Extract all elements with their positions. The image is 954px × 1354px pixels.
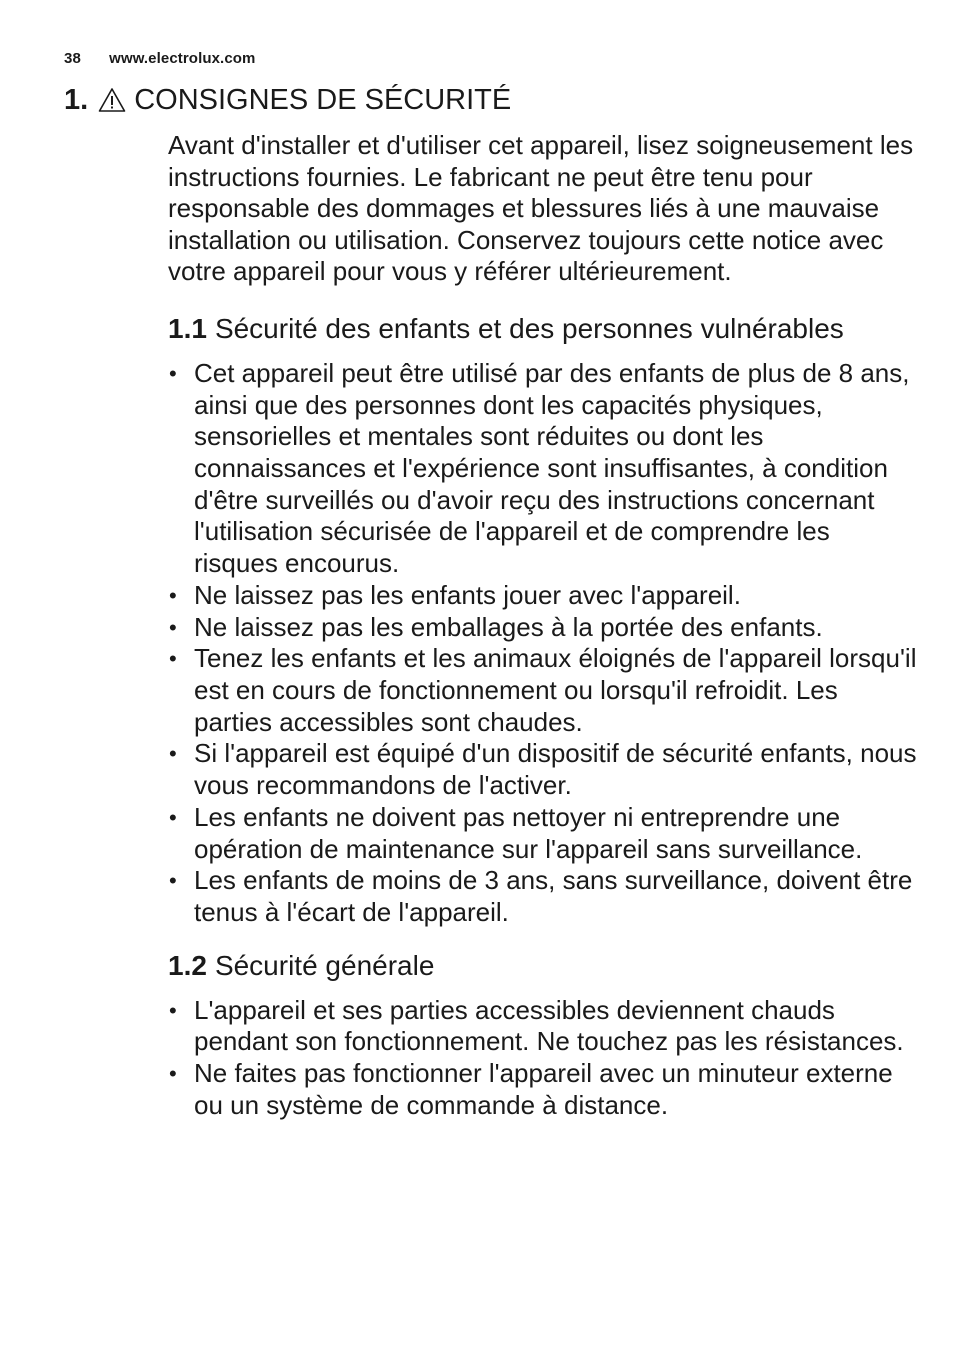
subsection-number: 1.1 [168, 312, 207, 344]
list-item [168, 580, 918, 612]
bullet-icon: • [169, 804, 177, 830]
bullet-icon: • [169, 646, 177, 672]
list-item-text: Ne laissez pas les enfants jouer avec l'appareil. [194, 579, 741, 610]
bullet-icon: • [169, 741, 177, 767]
list-item-text: Les enfants ne doivent pas nettoyer ni entreprendre une opération de maintenance sur l'appareil sans surveillance. [194, 801, 863, 864]
list-item-text: Tenez les enfants et les animaux éloignés de l'appareil lorsqu'il est en cours de fonctionnement ou lorsqu'il refroidit. Les parties accessibles sont chaudes. [194, 643, 917, 737]
subsection-title-text: Sécurité générale [214, 949, 435, 981]
bullet-icon: • [169, 582, 177, 608]
list-item-text: Ne faites pas fonctionner l'appareil avec un minuteur externe ou un système de commande à distance. [194, 1058, 893, 1120]
general-safety-list [168, 995, 918, 1122]
list-item [168, 995, 918, 1058]
main-content [168, 130, 918, 1121]
bullet-icon: • [169, 868, 177, 894]
warning-triangle-icon [98, 87, 126, 113]
bullet-icon: • [169, 614, 177, 640]
list-item [168, 865, 918, 928]
children-safety-list [168, 358, 918, 929]
subsection-title-text: Sécurité des enfants et des personnes vulnérables [214, 312, 844, 344]
list-item-text: L'appareil et ses parties accessibles deviennent chauds pendant son fonctionnement. Ne touchez pas les résistances. [194, 994, 904, 1057]
list-item-text: Cet appareil peut être utilisé par des enfants de plus de 8 ans, ainsi que des personnes dont les capacités physiques, sensorielles et mentales sont réduites ou dont les connaissances et l'expérience sont insuffisantes, à condition d'être surveillés ou d'avoir reçu des instructions concernant l'utilisation sécurisée de l'appareil et de comprendre les risques encourus. [194, 357, 910, 579]
list-item [168, 643, 918, 738]
subsection-number: 1.2 [168, 949, 207, 981]
list-item [168, 802, 918, 865]
section-number: 1. [64, 84, 89, 116]
list-item [168, 612, 918, 644]
list-item [168, 358, 918, 580]
page-number: 38 [64, 50, 81, 67]
intro-paragraph: Avant d'installer et d'utiliser cet appareil, lisez soigneusement les instructions fournies. Le fabricant ne peut être tenu pour responsable des dommages et blessures liés à une mauvaise installation ou utilisation. Conservez toujours cette notice avec votre appareil pour vous y référer ultérieurement. [168, 130, 914, 287]
website-url: www.electrolux.com [109, 50, 256, 67]
bullet-icon: • [169, 360, 177, 386]
list-item-text: Les enfants de moins de 3 ans, sans surveillance, doivent être tenus à l'écart de l'appareil. [194, 865, 913, 927]
list-item [168, 1058, 918, 1121]
subsection-title-general-safety [168, 949, 918, 983]
list-item-text: Si l'appareil est équipé d'un dispositif de sécurité enfants, nous vous recommandons de l'activer. [194, 738, 917, 801]
page-header [64, 50, 255, 67]
bullet-icon: • [169, 997, 177, 1023]
list-item [168, 738, 918, 801]
list-item-text: Ne laissez pas les emballages à la portée des enfants. [194, 611, 823, 642]
subsection-title-children-safety [168, 312, 918, 346]
section-title-text: CONSIGNES DE SÉCURITÉ [134, 84, 512, 116]
bullet-icon: • [169, 1061, 177, 1087]
section-title [64, 84, 511, 117]
